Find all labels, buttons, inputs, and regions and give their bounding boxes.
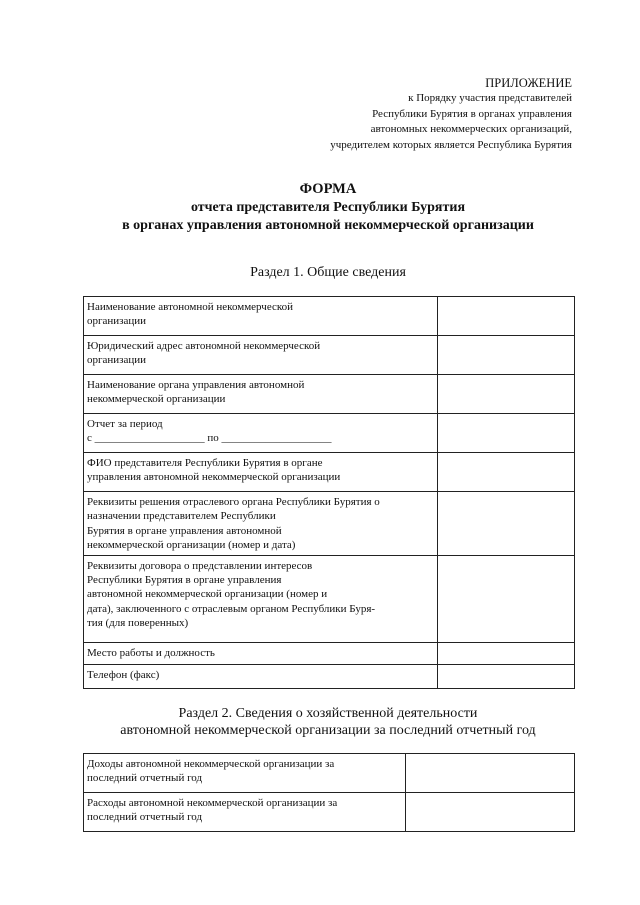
row-label-line: последний отчетный год bbox=[87, 772, 203, 785]
value-cell[interactable] bbox=[438, 664, 575, 688]
table-row bbox=[84, 754, 575, 793]
row-label bbox=[84, 793, 406, 832]
form-title-line: отчета представителя Республики Бурятия bbox=[190, 199, 466, 215]
table-row bbox=[84, 375, 575, 414]
row-label bbox=[84, 492, 438, 556]
section2-heading bbox=[0, 705, 640, 739]
row-label-line: организации bbox=[87, 315, 147, 328]
row-label-line: ФИО представителя Республики Бурятия в органе bbox=[87, 457, 323, 469]
row-label bbox=[84, 414, 438, 453]
value-cell[interactable] bbox=[438, 642, 575, 664]
table-row bbox=[84, 664, 575, 688]
row-label bbox=[84, 453, 438, 492]
row-label-line: назначении представителем Республики bbox=[87, 510, 276, 523]
row-label-line: Реквизиты договора о представлении интересов bbox=[87, 559, 313, 572]
row-label bbox=[84, 664, 438, 688]
row-label bbox=[84, 642, 438, 664]
appendix-line: учредителем которых является Республика Бурятия bbox=[330, 138, 572, 151]
section1-table bbox=[83, 296, 575, 689]
section2-table bbox=[83, 753, 575, 832]
row-label-line: Наименование автономной некоммерческой bbox=[87, 301, 294, 313]
row-label-line: некоммерческой организации (номер и дата) bbox=[87, 539, 296, 552]
row-label-line: Место работы и должность bbox=[87, 646, 215, 659]
value-cell[interactable] bbox=[438, 555, 575, 642]
value-cell[interactable] bbox=[438, 297, 575, 336]
row-label-line: последний отчетный год bbox=[87, 811, 203, 824]
row-label-line: Бурятия в органе управления автономной bbox=[87, 524, 282, 537]
row-label-line: некоммерческой организации bbox=[87, 393, 226, 406]
value-cell[interactable] bbox=[438, 453, 575, 492]
value-cell[interactable] bbox=[438, 492, 575, 556]
appendix-title: ПРИЛОЖЕНИЕ bbox=[485, 76, 572, 90]
form-title-line: в органах управления автономной некоммерческой организации bbox=[122, 218, 534, 233]
row-label bbox=[84, 336, 438, 375]
form-title-line: ФОРМА bbox=[299, 181, 357, 197]
row-label-line: Расходы автономной некоммерческой организации за bbox=[87, 797, 338, 809]
row-label bbox=[84, 375, 438, 414]
row-label-line: дата), заключенного с отраслевым органом Республики Буря- bbox=[87, 602, 376, 615]
value-cell[interactable] bbox=[438, 336, 575, 375]
appendix-line: к Порядку участия представителей bbox=[408, 92, 572, 104]
value-cell[interactable] bbox=[406, 793, 575, 832]
value-cell[interactable] bbox=[438, 375, 575, 414]
row-label bbox=[84, 754, 406, 793]
row-label-line: с ____________________ по ____________________ bbox=[87, 432, 332, 445]
appendix-block bbox=[330, 75, 572, 153]
section2-heading-line: Раздел 2. Сведения о хозяйственной деятельности bbox=[178, 706, 478, 721]
row-label-line: Наименование органа управления автономной bbox=[87, 379, 305, 391]
table-row bbox=[84, 793, 575, 832]
row-label-line: Республики Бурятия в органе управления bbox=[87, 574, 282, 587]
row-label-line: Доходы автономной некоммерческой организации за bbox=[87, 758, 335, 770]
form-title bbox=[0, 180, 640, 236]
row-label-line: Отчет за период bbox=[87, 418, 163, 430]
row-label-line: тия (для поверенных) bbox=[87, 617, 189, 630]
table-row bbox=[84, 453, 575, 492]
table-row bbox=[84, 336, 575, 375]
table-row bbox=[84, 297, 575, 336]
row-label bbox=[84, 555, 438, 642]
section2-heading-line: автономной некоммерческой организации за последний отчетный год bbox=[120, 723, 536, 738]
row-label-line: Реквизиты решения отраслевого органа Республики Бурятия о bbox=[87, 496, 380, 508]
appendix-line: автономных некоммерческих организаций, bbox=[370, 123, 572, 135]
section1-heading: Раздел 1. Общие сведения bbox=[250, 265, 406, 280]
value-cell[interactable] bbox=[406, 754, 575, 793]
table-row bbox=[84, 492, 575, 556]
table-row bbox=[84, 414, 575, 453]
row-label-line: Телефон (факс) bbox=[87, 668, 160, 681]
row-label-line: автономной некоммерческой организации (номер и bbox=[87, 588, 328, 601]
row-label-line: организации bbox=[87, 354, 147, 367]
row-label bbox=[84, 297, 438, 336]
table-row bbox=[84, 642, 575, 664]
appendix-line: Республики Бурятия в органах управления bbox=[372, 107, 572, 120]
table-row bbox=[84, 555, 575, 642]
row-label-line: управления автономной некоммерческой организации bbox=[87, 471, 341, 484]
row-label-line: Юридический адрес автономной некоммерческой bbox=[87, 340, 321, 352]
value-cell[interactable] bbox=[438, 414, 575, 453]
